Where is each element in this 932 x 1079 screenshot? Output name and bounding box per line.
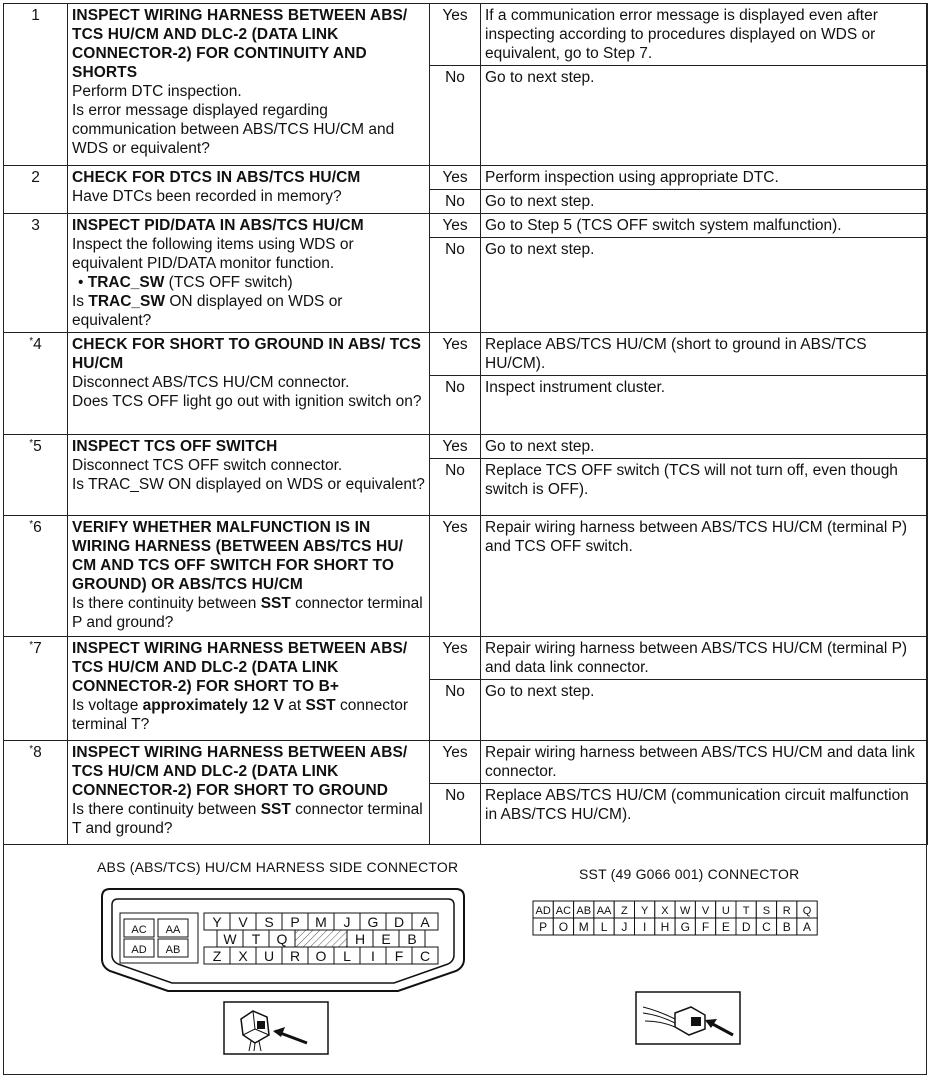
step-text: connector terminal T?	[72, 697, 409, 733]
sst-pin-label: Q	[802, 905, 812, 917]
sst-pin-label: P	[539, 920, 548, 934]
step-instruction: Perform DTC inspection.	[72, 83, 242, 100]
sst-pin-label: U	[721, 905, 730, 917]
sst-pin-label: AA	[596, 905, 612, 917]
answer-action: Repair wiring harness between ABS/TCS HU/CM and data link connector.	[481, 741, 928, 784]
step-star: *	[29, 438, 34, 449]
sst-pin-label: L	[600, 920, 608, 934]
pin-label: X	[238, 948, 248, 964]
answer-label: No	[430, 238, 481, 333]
step-number-text: 4	[33, 336, 42, 353]
answer-label: Yes	[430, 333, 481, 376]
pin-label: R	[289, 948, 301, 964]
pin-label: C	[419, 948, 431, 964]
sst-pin-label: E	[721, 920, 730, 934]
pin-label: Y	[212, 914, 222, 930]
sst-pin-label: AB	[576, 905, 592, 917]
pin-label: H	[354, 931, 366, 947]
sst-pin-label: W	[680, 905, 691, 917]
pin-label: P	[290, 914, 300, 930]
sst-pin-label: F	[701, 920, 710, 934]
step-instruction: Is error message displayed regarding communication between ABS/TCS HU/CM and WDS or equivalent?	[72, 102, 395, 157]
pin-label: O	[315, 948, 327, 964]
pin-label: T	[251, 931, 261, 947]
step-instruction: Disconnect ABS/TCS HU/CM connector.	[72, 374, 350, 391]
page-frame	[3, 3, 927, 1075]
pin-label: W	[223, 931, 237, 947]
sst-connector-title: SST (49 G066 001) CONNECTOR	[579, 866, 800, 882]
pin-label: A	[420, 914, 430, 930]
pin-label: V	[238, 914, 248, 930]
step-instruction: Inspect the following items using WDS or equivalent PID/DATA monitor function.	[72, 236, 354, 272]
pin-label: U	[263, 948, 275, 964]
step-heading: VERIFY WHETHER MALFUNCTION IS IN WIRING HARNESS (BETWEEN ABS/TCS HU/ CM AND TCS OFF SWITCH FOR SHORT TO GROUND) OR ABS/TCS HU/CM	[72, 519, 404, 593]
step-text: Is	[72, 293, 89, 310]
pin-label: E	[381, 931, 391, 947]
answer-label: No	[430, 66, 481, 166]
sst-pin-label: H	[660, 920, 670, 934]
sst-pin-label: J	[621, 920, 628, 934]
pin-label: B	[407, 931, 417, 947]
step-instruction: Have DTCs been recorded in memory?	[72, 188, 342, 205]
answer-action: Go to next step.	[481, 680, 928, 741]
pin-label: L	[343, 948, 351, 964]
answer-label: Yes	[430, 166, 481, 190]
step-number-text: 6	[33, 519, 42, 536]
step-text: connector terminal T and ground?	[72, 801, 423, 837]
sst-pin-label: V	[701, 905, 710, 917]
pin-label: Z	[212, 948, 222, 964]
answer-label: Yes	[430, 741, 481, 784]
pin-label: D	[393, 914, 405, 930]
sst-pin-label: I	[642, 920, 647, 934]
answer-action: Replace TCS OFF switch (TCS will not turn off, even though switch is OFF).	[481, 459, 928, 516]
bullet-icon: •	[78, 274, 88, 291]
emphasis-text: TRAC_SW	[87, 274, 165, 291]
emphasis-text: SST	[260, 801, 291, 818]
step-text: ON displayed on WDS or equivalent?	[72, 293, 343, 329]
pin-label: AA	[165, 924, 181, 936]
answer-action: Go to Step 5 (TCS OFF switch system malfunction).	[481, 214, 928, 238]
sst-pin-label: T	[742, 905, 750, 917]
sst-pin-label: O	[558, 920, 569, 934]
sst-pin-label: S	[762, 905, 771, 917]
sst-pin-label: AD	[535, 905, 551, 917]
pin-label: Q	[276, 931, 288, 947]
step-star: *	[29, 519, 34, 530]
step-text: connector terminal P and ground?	[72, 595, 423, 631]
emphasis-text: SST	[260, 595, 291, 612]
pin-label: G	[367, 914, 379, 930]
step-heading: INSPECT WIRING HARNESS BETWEEN ABS/ TCS HU/CM AND DLC-2 (DATA LINK CONNECTOR-2) FOR CONTINUITY AND SHORTS	[72, 7, 408, 81]
step-heading: CHECK FOR DTCS IN ABS/TCS HU/CM	[72, 169, 361, 186]
step-number-text: 1	[31, 7, 40, 24]
step-number-text: 5	[33, 438, 42, 455]
step-star: *	[29, 744, 34, 755]
answer-action: If a communication error message is displayed even after inspecting according to procedures displayed on WDS or equivalent, go to Step 7.	[481, 4, 928, 66]
step-heading: INSPECT WIRING HARNESS BETWEEN ABS/ TCS HU/CM AND DLC-2 (DATA LINK CONNECTOR-2) FOR SHORT TO GROUND	[72, 744, 408, 799]
step-instruction: Is TRAC_SW ON displayed on WDS or equivalent?	[72, 476, 425, 493]
step-heading: CHECK FOR SHORT TO GROUND IN ABS/ TCS HU/CM	[72, 336, 422, 372]
step-star: *	[29, 336, 34, 347]
answer-action: Go to next step.	[481, 66, 928, 166]
answer-label: No	[430, 459, 481, 516]
pin-label: J	[343, 914, 351, 930]
pin-label: AB	[165, 944, 181, 956]
pin-label: F	[394, 948, 404, 964]
step-text: at	[283, 697, 306, 714]
pin-label: AD	[131, 944, 147, 956]
sst-pin-label: AC	[555, 905, 572, 917]
sst-pin-label: Z	[620, 905, 628, 917]
step-star: *	[29, 640, 34, 651]
sst-pin-label: A	[803, 920, 812, 934]
answer-label: No	[430, 680, 481, 741]
pin-label: AC	[131, 924, 147, 936]
answer-action: Go to next step.	[481, 238, 928, 333]
hu-cm-connector-title: ABS (ABS/TCS) HU/CM HARNESS SIDE CONNECTOR	[97, 859, 459, 875]
answer-action: Go to next step.	[481, 190, 928, 214]
sst-pin-label: C	[762, 920, 771, 934]
step-text: Is voltage	[72, 697, 143, 714]
sst-pin-label: M	[578, 920, 589, 934]
sst-pin-label: B	[782, 920, 791, 934]
answer-action: Replace ABS/TCS HU/CM (communication circuit malfunction in ABS/TCS HU/CM).	[481, 784, 928, 845]
sst-pin-label: X	[661, 905, 669, 917]
sst-pin-label: D	[741, 920, 751, 934]
answer-action: Repair wiring harness between ABS/TCS HU/CM (terminal P) and TCS OFF switch.	[481, 516, 928, 637]
answer-action: Repair wiring harness between ABS/TCS HU/CM (terminal P) and data link connector.	[481, 637, 928, 680]
answer-action: Perform inspection using appropriate DTC.	[481, 166, 928, 190]
pin-label: S	[264, 914, 274, 930]
step-number-text: 2	[31, 169, 40, 186]
answer-label: Yes	[430, 435, 481, 459]
pin-label: I	[371, 948, 375, 964]
answer-action: Replace ABS/TCS HU/CM (short to ground in ABS/TCS HU/CM).	[481, 333, 928, 376]
answer-action: Go to next step.	[481, 435, 928, 459]
step-text: Is there continuity between	[72, 595, 261, 612]
answer-label: Yes	[430, 637, 481, 680]
answer-action: Inspect instrument cluster.	[481, 376, 928, 435]
answer-label: No	[430, 784, 481, 845]
step-instruction: Disconnect TCS OFF switch connector.	[72, 457, 343, 474]
sst-pin-label: Y	[640, 905, 649, 917]
step-heading: INSPECT WIRING HARNESS BETWEEN ABS/ TCS HU/CM AND DLC-2 (DATA LINK CONNECTOR-2) FOR SHORT TO B+	[72, 640, 408, 695]
answer-label: No	[430, 190, 481, 214]
step-number-text: 7	[33, 640, 42, 657]
answer-label: Yes	[430, 516, 481, 637]
pin-label: M	[315, 914, 327, 930]
sst-pin-label: R	[782, 905, 791, 917]
sst-pin-label: G	[680, 920, 690, 934]
step-instruction: Does TCS OFF light go out with ignition switch on?	[72, 393, 422, 410]
step-number-text: 8	[33, 744, 42, 761]
step-text: Is there continuity between	[72, 801, 261, 818]
answer-label: Yes	[430, 4, 481, 66]
step-text: (TCS OFF switch)	[164, 274, 293, 291]
answer-label: No	[430, 376, 481, 435]
emphasis-text: approximately 12 V	[142, 697, 284, 714]
emphasis-text: SST	[305, 697, 336, 714]
step-heading: INSPECT TCS OFF SWITCH	[72, 438, 278, 455]
step-heading: INSPECT PID/DATA IN ABS/TCS HU/CM	[72, 217, 364, 234]
answer-label: Yes	[430, 214, 481, 238]
step-number-text: 3	[31, 217, 40, 234]
emphasis-text: TRAC_SW	[88, 293, 166, 310]
